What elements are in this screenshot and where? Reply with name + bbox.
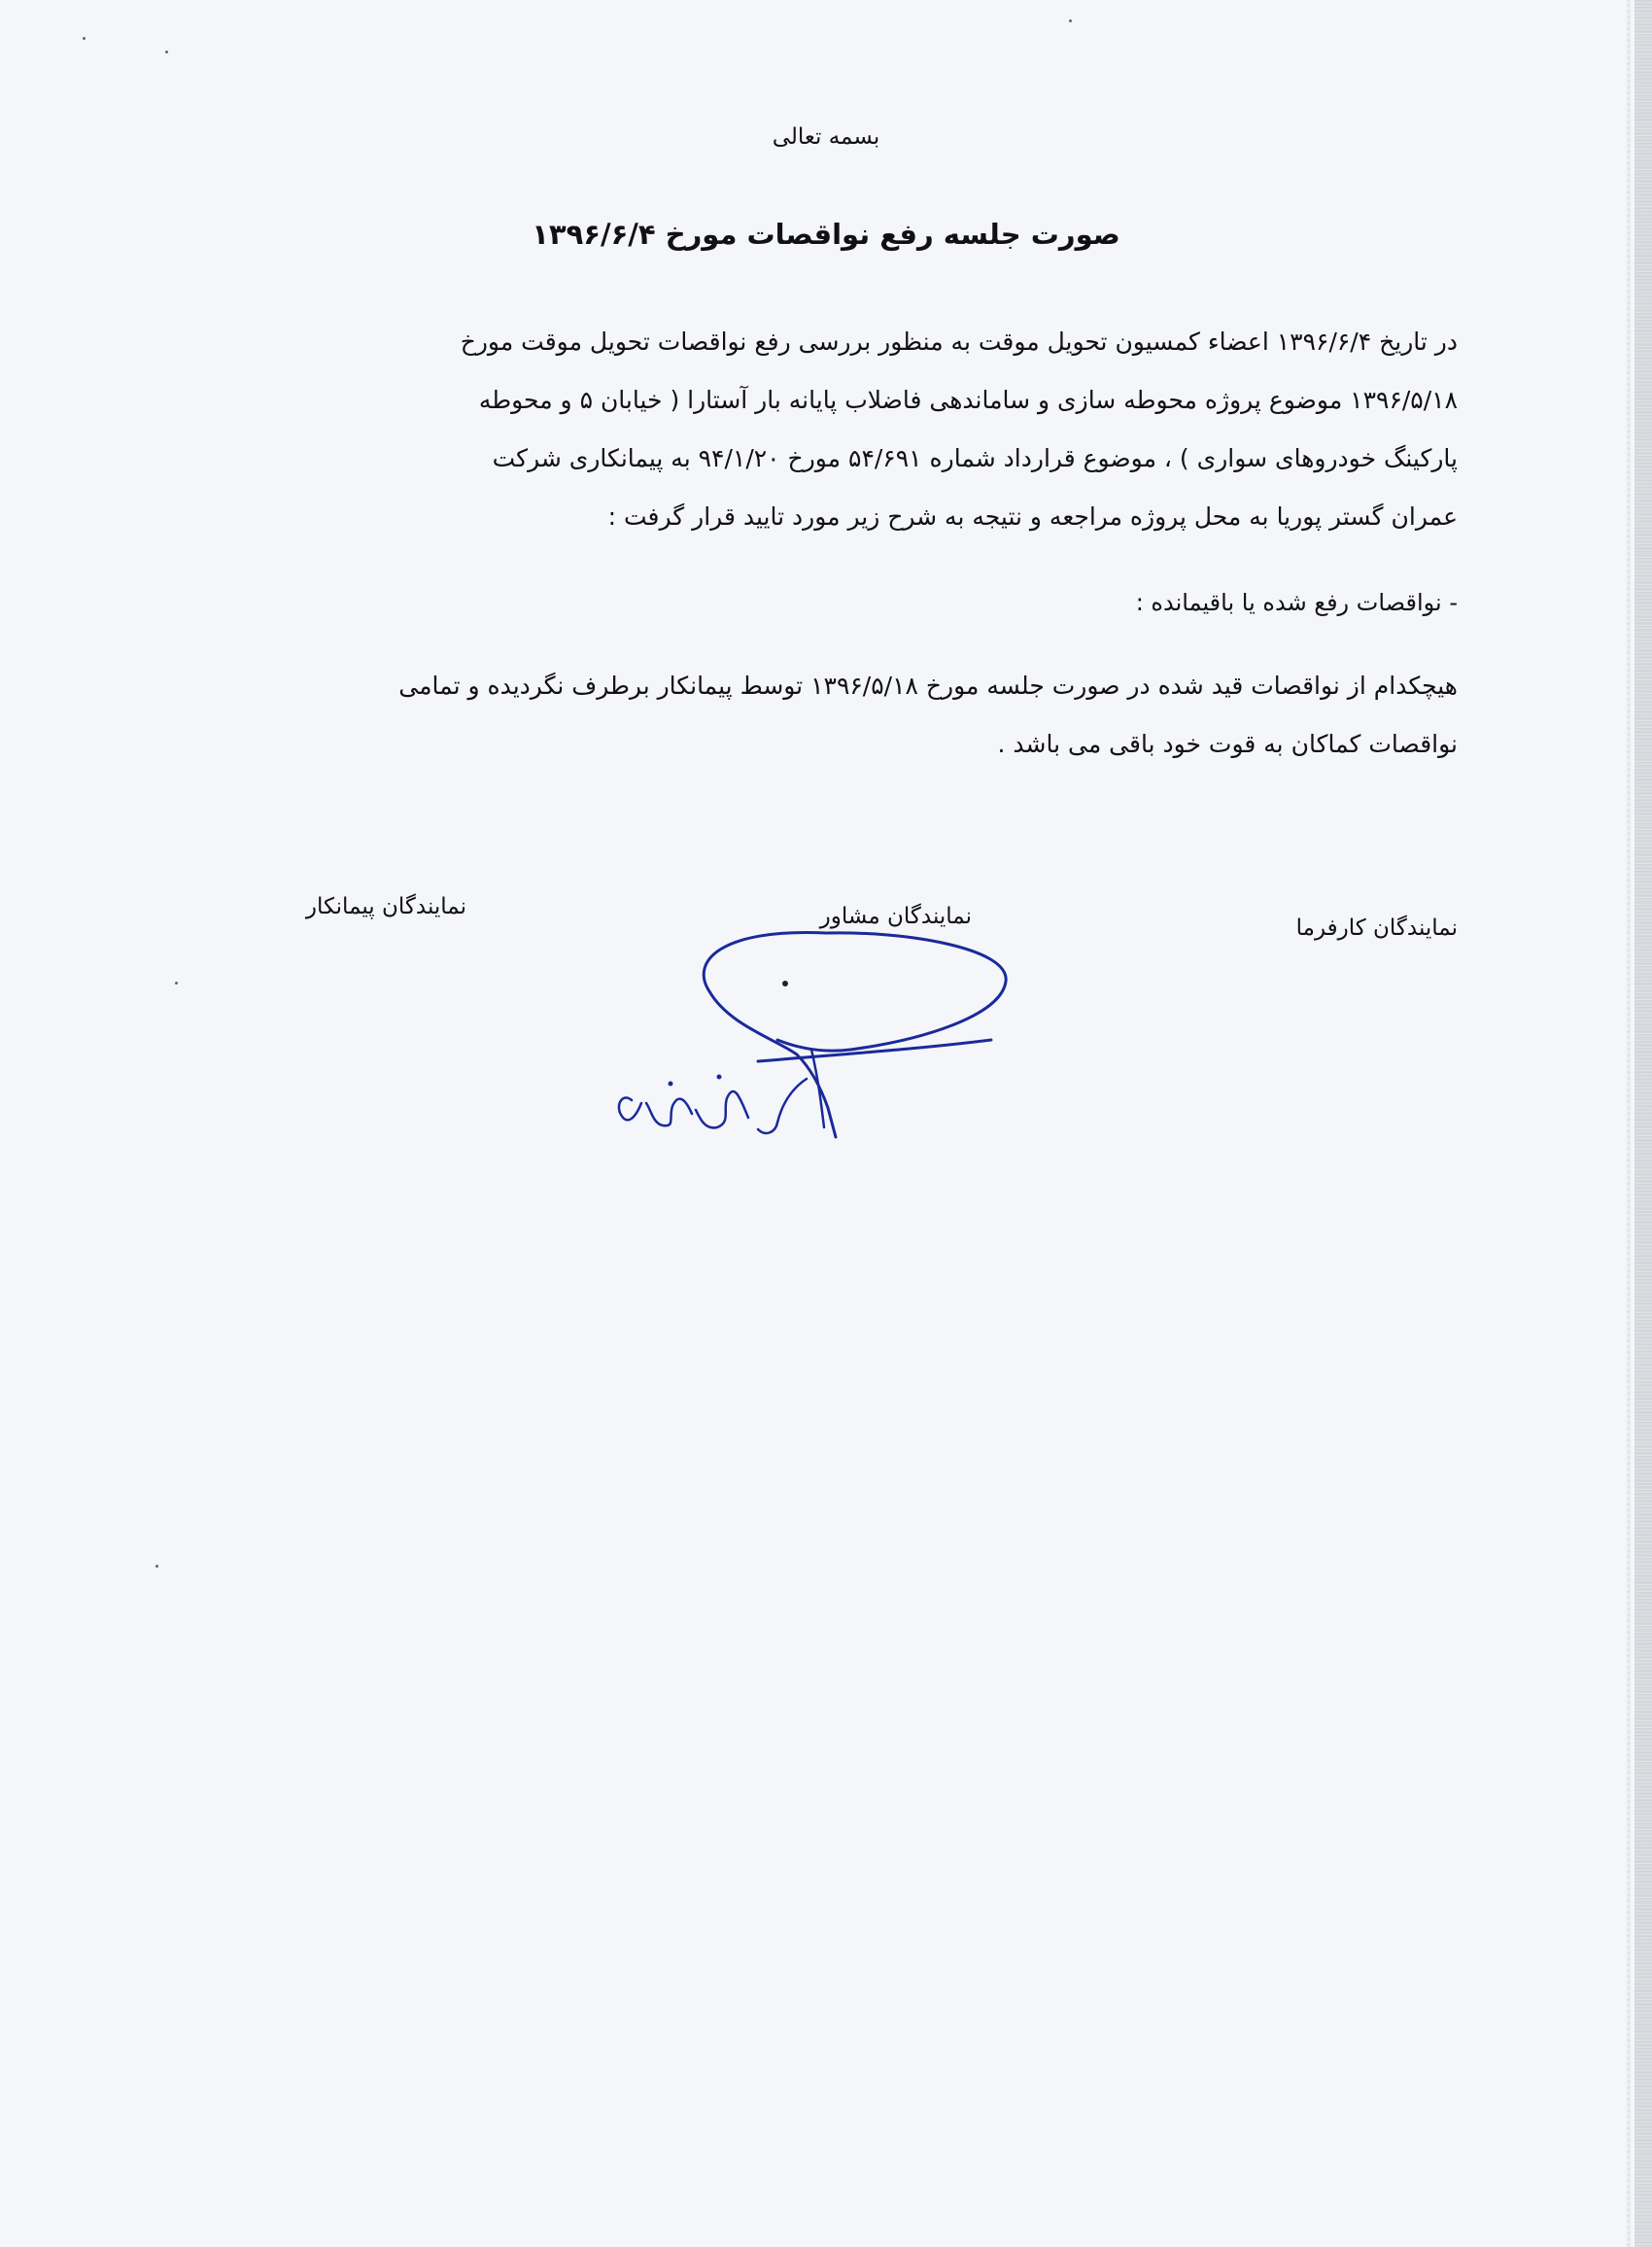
paragraph-line: نواقصات کماکان به قوت خود باقی می باشد . [997,730,1458,758]
contractor-representatives-label: نمایندگان پیمانکار [305,894,466,919]
paragraph-line: ۱۳۹۶/۵/۱۸ موضوع پروژه محوطه سازی و ساماندهی فاضلاب پایانه بار آستارا ( خیابان ۵ و محوطه [478,386,1458,414]
defects-subheading: - نواقصات رفع شده یا باقیمانده : [1135,589,1458,616]
scan-edge-artifact-inner [1627,0,1631,2247]
paragraph-line: هیچکدام از نواقصات قید شده در صورت جلسه مورخ ۱۳۹۶/۵/۱۸ توسط پیمانکار برطرف نگردیده و تمامی [398,672,1458,700]
paragraph-line: در تاریخ ۱۳۹۶/۶/۴ اعضاء کمسیون تحویل موقت به منظور بررسی رفع نواقصات تحویل موقت مورخ [460,328,1458,356]
consultant-representatives-label: نمایندگان مشاور [819,904,972,929]
scan-speck [165,51,168,53]
basmala-header: بسمه تعالی [772,124,880,150]
handwritten-signature [602,894,1050,1186]
scan-speck [175,982,178,985]
defects-paragraph [194,657,1458,774]
intro-paragraph [194,313,1458,546]
document-title: صورت جلسه رفع نواقصات مورخ ۱۳۹۶/۶/۴ [532,218,1120,251]
scan-edge-artifact [1635,0,1652,2247]
paragraph-line: عمران گستر پوریا به محل پروژه مراجعه و نتیجه به شرح زیر مورد تایید قرار گرفت : [607,502,1458,531]
scan-speck [83,37,86,40]
paragraph-line: پارکینگ خودروهای سواری ) ، موضوع قرارداد شماره ۵۴/۶۹۱ مورخ ۹۴/۱/۲۰ به پیمانکاری شرکت [492,444,1458,472]
scan-speck [155,1565,158,1568]
employer-representatives-label: نمایندگان کارفرما [1295,916,1458,941]
scan-speck [1069,19,1072,22]
